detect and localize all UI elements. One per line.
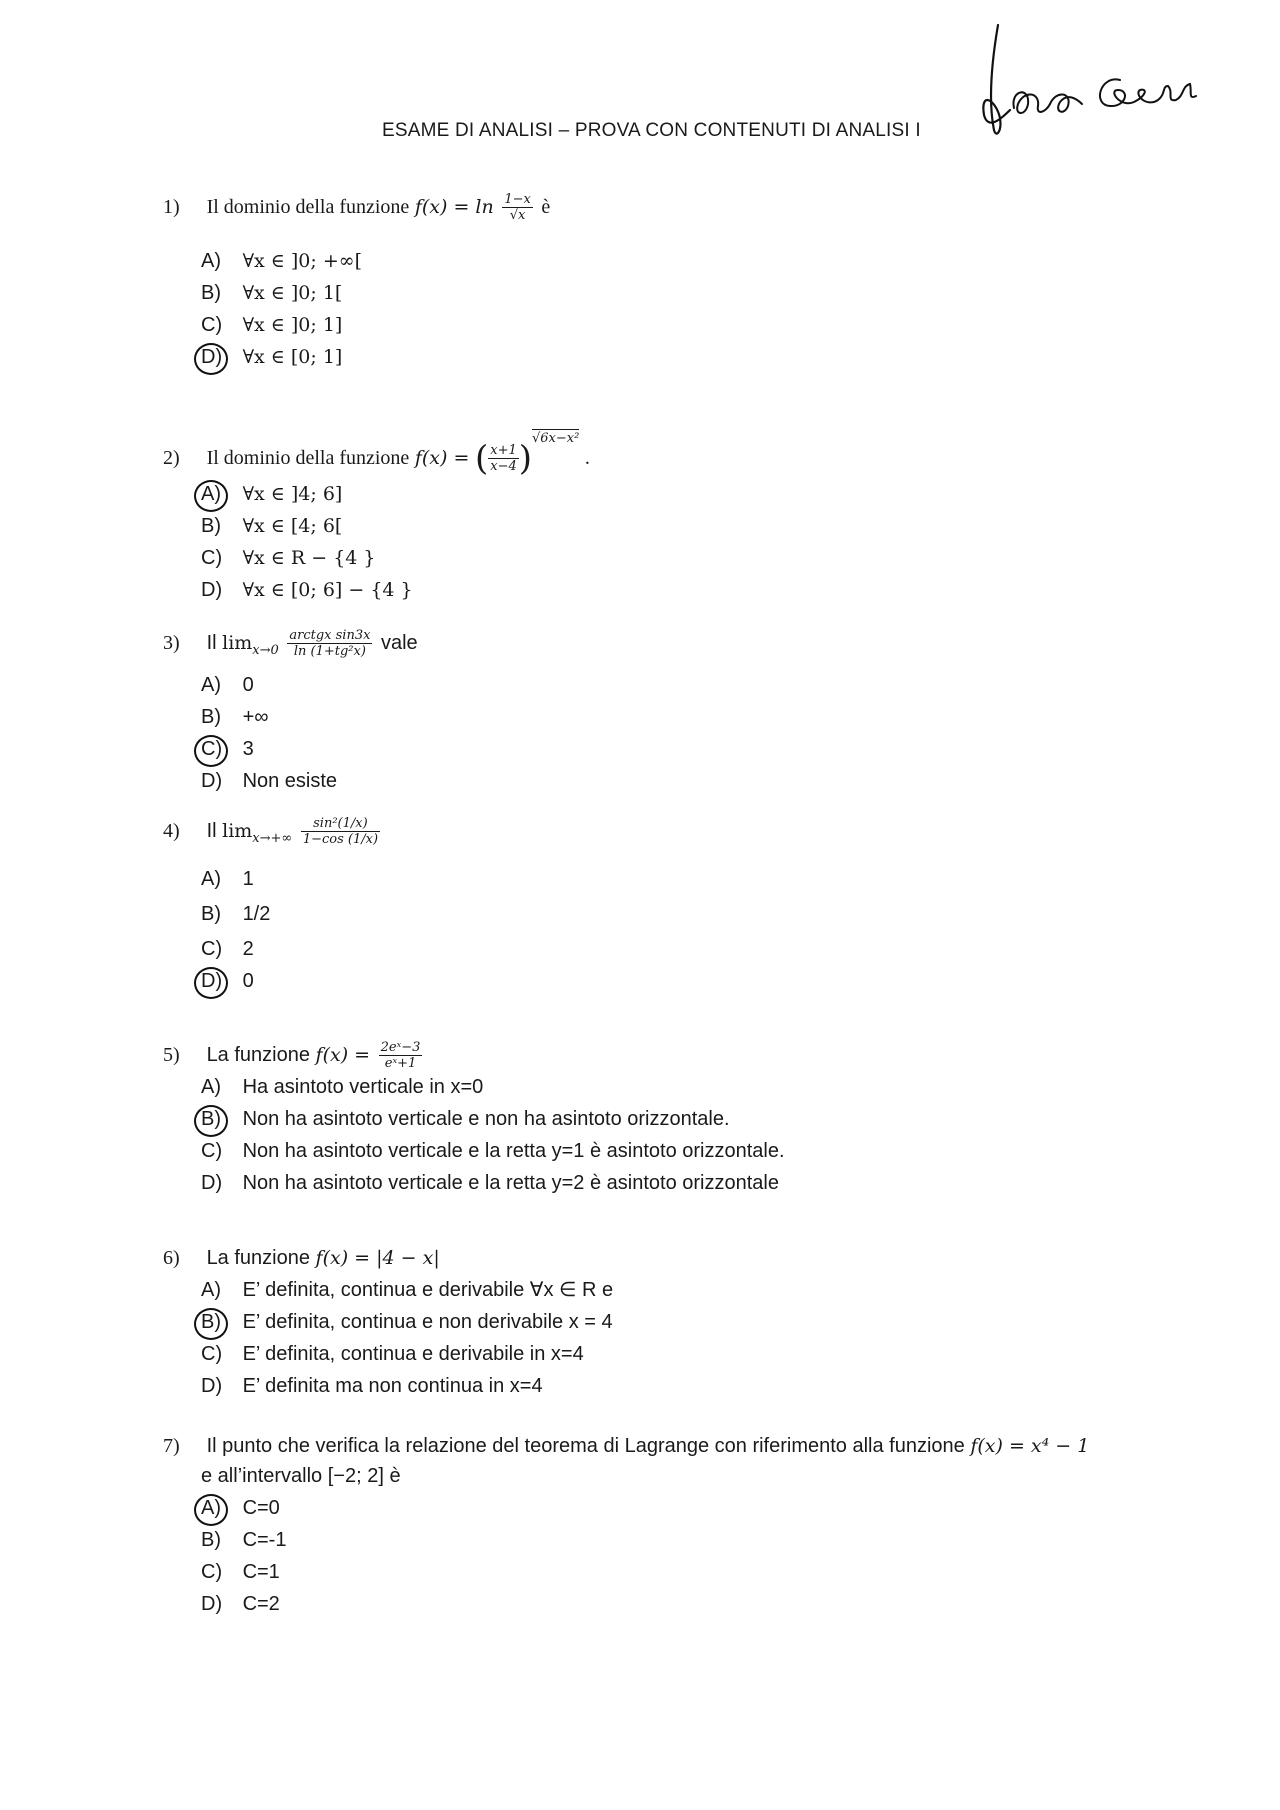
fraction-denominator: x−4	[490, 459, 517, 475]
option-b	[201, 1103, 785, 1135]
answer-circle-mark	[194, 1494, 228, 1526]
question-3-stem	[163, 628, 418, 665]
answer-circle-mark	[194, 1105, 228, 1137]
option-letter: B)	[201, 515, 221, 538]
option-b	[201, 895, 383, 933]
question-text: Il punto che verifica la relazione del teorema di Lagrange con riferimento alla funzione	[206, 1435, 965, 1457]
options-list	[201, 245, 550, 373]
option-value: Non ha asintoto verticale e la retta y=1 è asintoto orizzontale.	[242, 1140, 785, 1162]
option-letter: C)	[201, 1343, 223, 1365]
question-4	[163, 816, 383, 997]
option-c	[201, 1135, 785, 1167]
answer-circle-mark	[194, 967, 228, 999]
question-1-stem	[163, 192, 550, 223]
fraction-denominator: 1−cos (1/x)	[302, 832, 379, 847]
option-letter: C)	[201, 737, 223, 760]
question-number: 2)	[163, 447, 180, 469]
option-letter: B)	[201, 282, 221, 304]
option-value: 0	[242, 673, 254, 696]
option-b	[201, 277, 550, 309]
option-d	[201, 574, 590, 606]
question-4-stem	[163, 816, 383, 853]
option-value: ∀x ∈ ]0; 1[	[242, 282, 343, 304]
option-letter: C)	[201, 937, 223, 960]
question-text: Il dominio della funzione	[206, 195, 410, 218]
formula-exponent: √6x−x²	[532, 431, 580, 446]
formula-lhs: f(x) =	[414, 447, 470, 469]
page-title: ESAME DI ANALISI – PROVA CON CONTENUTI DI ANALISI I	[382, 120, 921, 141]
question-2-stem	[163, 425, 590, 479]
option-letter: A)	[201, 1076, 221, 1098]
option-b	[201, 1306, 613, 1338]
option-value: ∀x ∈ [4; 6[	[242, 515, 343, 538]
question-7-stem	[163, 1432, 1089, 1460]
question-1	[163, 192, 550, 373]
option-value: ∀x ∈ ]4; 6]	[242, 483, 343, 506]
option-a	[201, 245, 550, 277]
formula-fraction	[287, 628, 372, 659]
question-6-stem	[163, 1244, 613, 1272]
question-3	[163, 628, 418, 797]
option-a	[201, 1492, 1089, 1524]
option-value: 1/2	[242, 902, 271, 925]
option-b	[201, 510, 590, 542]
option-d	[201, 341, 550, 373]
option-letter: D)	[201, 769, 223, 792]
options-list	[201, 669, 418, 797]
question-number: 3)	[163, 631, 180, 654]
fraction-numerator: 1−x	[504, 192, 531, 207]
option-b	[201, 701, 418, 733]
option-b	[201, 1524, 1089, 1556]
question-number: 5)	[163, 1043, 180, 1066]
option-a	[201, 863, 383, 895]
options-list	[201, 863, 383, 997]
option-letter: C)	[201, 314, 223, 336]
formula-fraction	[379, 1040, 423, 1071]
option-a	[201, 669, 418, 701]
option-value: E’ definita, continua e derivabile in x=4	[242, 1343, 584, 1365]
option-value: ∀x ∈ R − {4 }	[242, 547, 376, 570]
fraction-numerator: arctgx sin3x	[289, 628, 371, 643]
option-value: Non esiste	[242, 769, 338, 792]
option-c	[201, 933, 383, 965]
option-letter: C)	[201, 1140, 223, 1162]
question-number: 6)	[163, 1247, 180, 1269]
option-a	[201, 478, 590, 510]
option-c	[201, 309, 550, 341]
option-letter: D)	[201, 1375, 223, 1397]
fraction-denominator: eˣ+1	[384, 1056, 417, 1071]
option-letter: A)	[201, 1497, 221, 1519]
option-d	[201, 1588, 1089, 1620]
option-value: C=1	[242, 1561, 280, 1583]
formula-fraction	[301, 816, 380, 847]
option-a	[201, 1071, 785, 1103]
question-text: Il	[206, 819, 217, 842]
option-value: ∀x ∈ ]0; +∞[	[242, 250, 362, 272]
option-letter: A)	[201, 673, 221, 696]
formula-lhs: lim	[222, 631, 253, 654]
fraction-numerator: 2eˣ−3	[380, 1040, 421, 1055]
option-value: +∞	[242, 705, 269, 728]
option-letter: C)	[201, 547, 223, 570]
question-text: Il	[206, 631, 217, 654]
question-6	[163, 1244, 613, 1402]
option-value: 0	[242, 969, 254, 992]
option-value: ∀x ∈ [0; 1]	[242, 346, 343, 368]
question-7-stem-continuation	[201, 1462, 1089, 1490]
answer-circle-mark	[194, 480, 228, 512]
option-a	[201, 1274, 613, 1306]
option-letter: B)	[201, 1108, 221, 1130]
question-text: Il dominio della funzione	[206, 447, 410, 469]
formula-fraction	[488, 443, 519, 474]
option-value: C=0	[242, 1497, 280, 1519]
question-suffix: .	[584, 447, 590, 469]
option-letter: D)	[201, 579, 223, 602]
fraction-denominator: ln (1+tg²x)	[293, 644, 366, 659]
option-letter: B)	[201, 902, 221, 925]
option-c	[201, 542, 590, 574]
option-letter: B)	[201, 705, 221, 728]
option-letter: A)	[201, 483, 221, 506]
fraction-numerator: sin²(1/x)	[301, 816, 380, 832]
limit-subscript: x→+∞	[252, 830, 293, 846]
fraction-denominator: √x	[509, 208, 526, 223]
option-letter: B)	[201, 1311, 221, 1333]
option-c	[201, 733, 418, 765]
option-value: C=2	[242, 1593, 280, 1615]
answer-circle-mark	[194, 735, 228, 767]
option-d	[201, 1370, 613, 1402]
formula-lhs: f(x) = |4 − x|	[315, 1247, 440, 1269]
fraction-numerator: x+1	[490, 443, 517, 459]
options-list	[201, 1071, 785, 1199]
option-value: E’ definita ma non continua in x=4	[242, 1375, 543, 1397]
question-text-continuation: e all’intervallo [−2; 2] è	[201, 1465, 401, 1487]
limit-subscript: x→0	[252, 642, 279, 658]
option-d	[201, 965, 383, 997]
option-value: E’ definita, continua e derivabile ∀x ∈ R e	[242, 1279, 614, 1301]
answer-circle-mark	[194, 1308, 228, 1340]
question-5	[163, 1040, 785, 1199]
question-5-stem	[163, 1040, 785, 1071]
option-d	[201, 1167, 785, 1199]
answer-circle-mark	[194, 343, 228, 375]
left-paren: (	[474, 438, 489, 479]
option-letter: D)	[201, 1593, 223, 1615]
formula-lhs: lim	[222, 819, 253, 842]
option-value: C=-1	[242, 1529, 287, 1551]
formula-fraction	[502, 192, 533, 223]
formula-lhs: f(x) = x⁴ − 1	[970, 1435, 1090, 1457]
option-c	[201, 1338, 613, 1370]
options-list	[201, 1492, 1089, 1620]
question-suffix: vale	[380, 631, 418, 654]
option-value: E’ definita, continua e non derivabile x = 4	[242, 1311, 613, 1333]
option-value: Non ha asintoto verticale e non ha asintoto orizzontale.	[242, 1108, 730, 1130]
option-value: Non ha asintoto verticale e la retta y=2 è asintoto orizzontale	[242, 1172, 779, 1194]
option-value: ∀x ∈ [0; 6] − {4 }	[242, 579, 413, 602]
formula-lhs: f(x) =	[315, 1043, 371, 1066]
question-text: La funzione	[206, 1247, 310, 1269]
option-value: Ha asintoto verticale in x=0	[242, 1076, 484, 1098]
option-c	[201, 1556, 1089, 1588]
option-value: 2	[242, 937, 254, 960]
question-7	[163, 1432, 1089, 1620]
handwritten-signature	[970, 20, 1210, 170]
question-number: 7)	[163, 1435, 180, 1457]
option-letter: D)	[201, 1172, 223, 1194]
option-value: 3	[242, 737, 254, 760]
question-suffix: è	[541, 195, 551, 218]
question-number: 4)	[163, 819, 180, 842]
right-paren: )	[518, 438, 532, 479]
options-list	[201, 1274, 613, 1402]
option-letter: A)	[201, 250, 221, 272]
option-letter: B)	[201, 1529, 221, 1551]
option-letter: C)	[201, 1561, 223, 1583]
question-number: 1)	[163, 195, 180, 218]
option-letter: A)	[201, 1279, 221, 1301]
option-letter: A)	[201, 867, 221, 890]
option-value: 1	[242, 867, 254, 890]
question-2	[163, 425, 590, 606]
options-list	[201, 478, 590, 606]
option-value: ∀x ∈ ]0; 1]	[242, 314, 343, 336]
option-d	[201, 765, 418, 797]
question-text: La funzione	[206, 1043, 310, 1066]
formula-lhs: f(x) = ln	[414, 195, 494, 218]
option-letter: D)	[201, 969, 223, 992]
option-letter: D)	[201, 346, 223, 368]
